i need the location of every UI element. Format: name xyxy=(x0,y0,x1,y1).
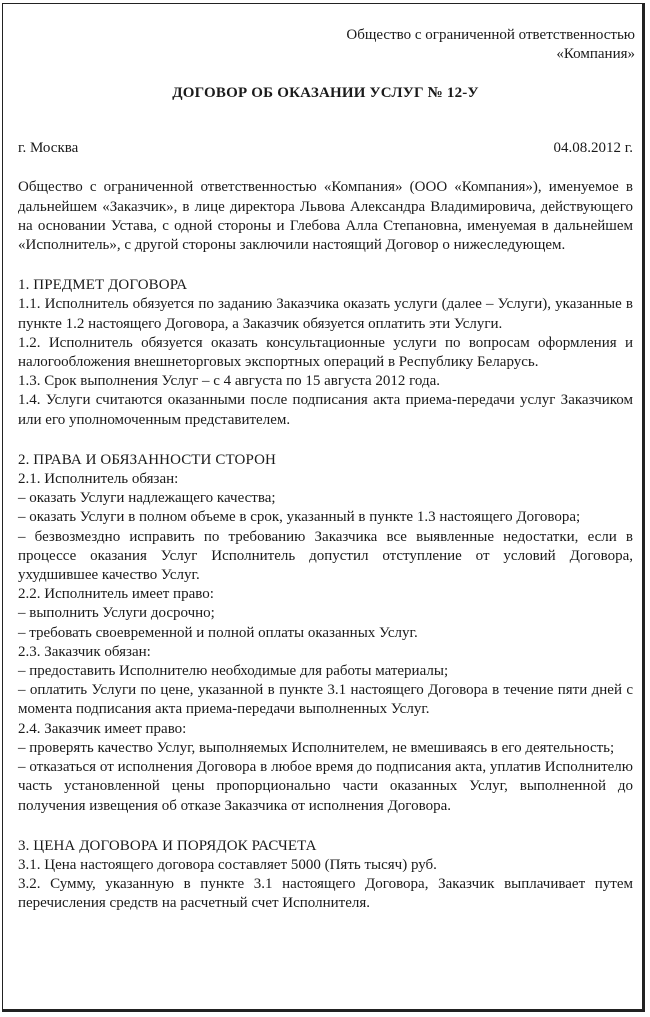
org-line-1: Общество с ограниченной ответственностью xyxy=(346,27,635,43)
clause-1-4: 1.4. Услуги считаются оказанными после подписания акта приема-передачи услуг Заказчиком или его уполномоченным представителем. xyxy=(18,392,633,428)
clause-2-4: 2.4. Заказчик имеет право: xyxy=(18,720,187,737)
clause-2-3-b: – оплатить Услуги по цене, указанной в пункте 3.1 настоящего Договора в течение пяти дней с момента подписания акта приема-передачи выполненных Услуг. xyxy=(18,682,633,718)
clause-1-3: 1.3. Срок выполнения Услуг – с 4 августа по 15 августа 2012 года. xyxy=(18,373,440,390)
clause-2-1-c: – безвозмездно исправить по требованию Заказчика все выявленные недостатки, если в процессе оказания Услуг Исполнитель допустил отступление от условий Договора, ухудшившее качество Услуг. xyxy=(18,528,633,584)
clause-2-1-a: – оказать Услуги надлежащего качества; xyxy=(18,490,276,507)
clause-2-4-b: – отказаться от исполнения Договора в любое время до подписания акта, уплатив Исполнителю часть установленной цены пропорционально части оказанных Услуг, выполненной до получения извещения об отказе Заказчика от исполнения Договора. xyxy=(18,759,633,814)
clause-2-2-b: – требовать своевременной и полной оплаты оказанных Услуг. xyxy=(18,624,418,641)
clause-3-1: 3.1. Цена настоящего договора составляет 5000 (Пять тысяч) руб. xyxy=(18,856,437,873)
clause-1-2: 1.2. Исполнитель обязуется оказать консультационные услуги по вопросам оформления и налогообложения внешнеторговых экспортных операций в Республику Беларусь. xyxy=(18,334,633,371)
clause-3-2: 3.2. Сумму, указанную в пункте 3.1 настоящего Договора, Заказчик выплачивает путем перечисления средств на расчетный счет Исполнителя. xyxy=(18,876,633,912)
clause-2-1: 2.1. Исполнитель обязан: xyxy=(18,471,179,488)
clause-2-3-a: – предоставить Исполнителю необходимые для работы материалы; xyxy=(18,663,449,680)
section-3-title: 3. ЦЕНА ДОГОВОРА И ПОРЯДОК РАСЧЕТА xyxy=(18,837,317,854)
clause-2-4-a: – проверять качество Услуг, выполняемых Исполнителем, не вмешиваясь в его деятельность; xyxy=(18,739,615,756)
org-header xyxy=(18,26,635,64)
place-date-row xyxy=(18,139,633,158)
document-page xyxy=(2,3,645,1012)
city: г. Москва xyxy=(18,140,79,157)
contract-title: ДОГОВОР ОБ ОКАЗАНИИ УСЛУГ № 12-У xyxy=(172,85,479,101)
section-2-title: 2. ПРАВА И ОБЯЗАННОСТИ СТОРОН xyxy=(18,451,276,468)
org-line-2: «Компания» xyxy=(556,46,635,62)
clause-2-2-a: – выполнить Услуги досрочно; xyxy=(18,605,215,622)
section-1-title: 1. ПРЕДМЕТ ДОГОВОРА xyxy=(18,277,188,294)
clause-2-3: 2.3. Заказчик обязан: xyxy=(18,643,151,660)
contract-date: 04.08.2012 г. xyxy=(553,140,633,157)
document-content xyxy=(18,26,633,914)
clause-2-2: 2.2. Исполнитель имеет право: xyxy=(18,586,214,603)
clause-2-1-b: – оказать Услуги в полном объеме в срок, указанный в пункте 1.3 настоящего Договора; xyxy=(18,509,581,526)
intro-paragraph: Общество с ограниченной ответственностью «Компания» (ООО «Компания»), именуемое в дальнейшем «Заказчик», в лице директора Львова Александра Владимировича, действующего на основании Устава, с одной стороны и Глебова Алла Степановна, именуемая в дальнейшем «Исполнитель», с другой стороны заключили настоящий Договор о нижеследующем. xyxy=(18,179,633,254)
clause-1-1: 1.1. Исполнитель обязуется по заданию Заказчика оказать услуги (далее – Услуги), указанные в пункте 1.2 настоящего Договора, а Заказчик обязуется оплатить эти Услуги. xyxy=(18,296,633,332)
